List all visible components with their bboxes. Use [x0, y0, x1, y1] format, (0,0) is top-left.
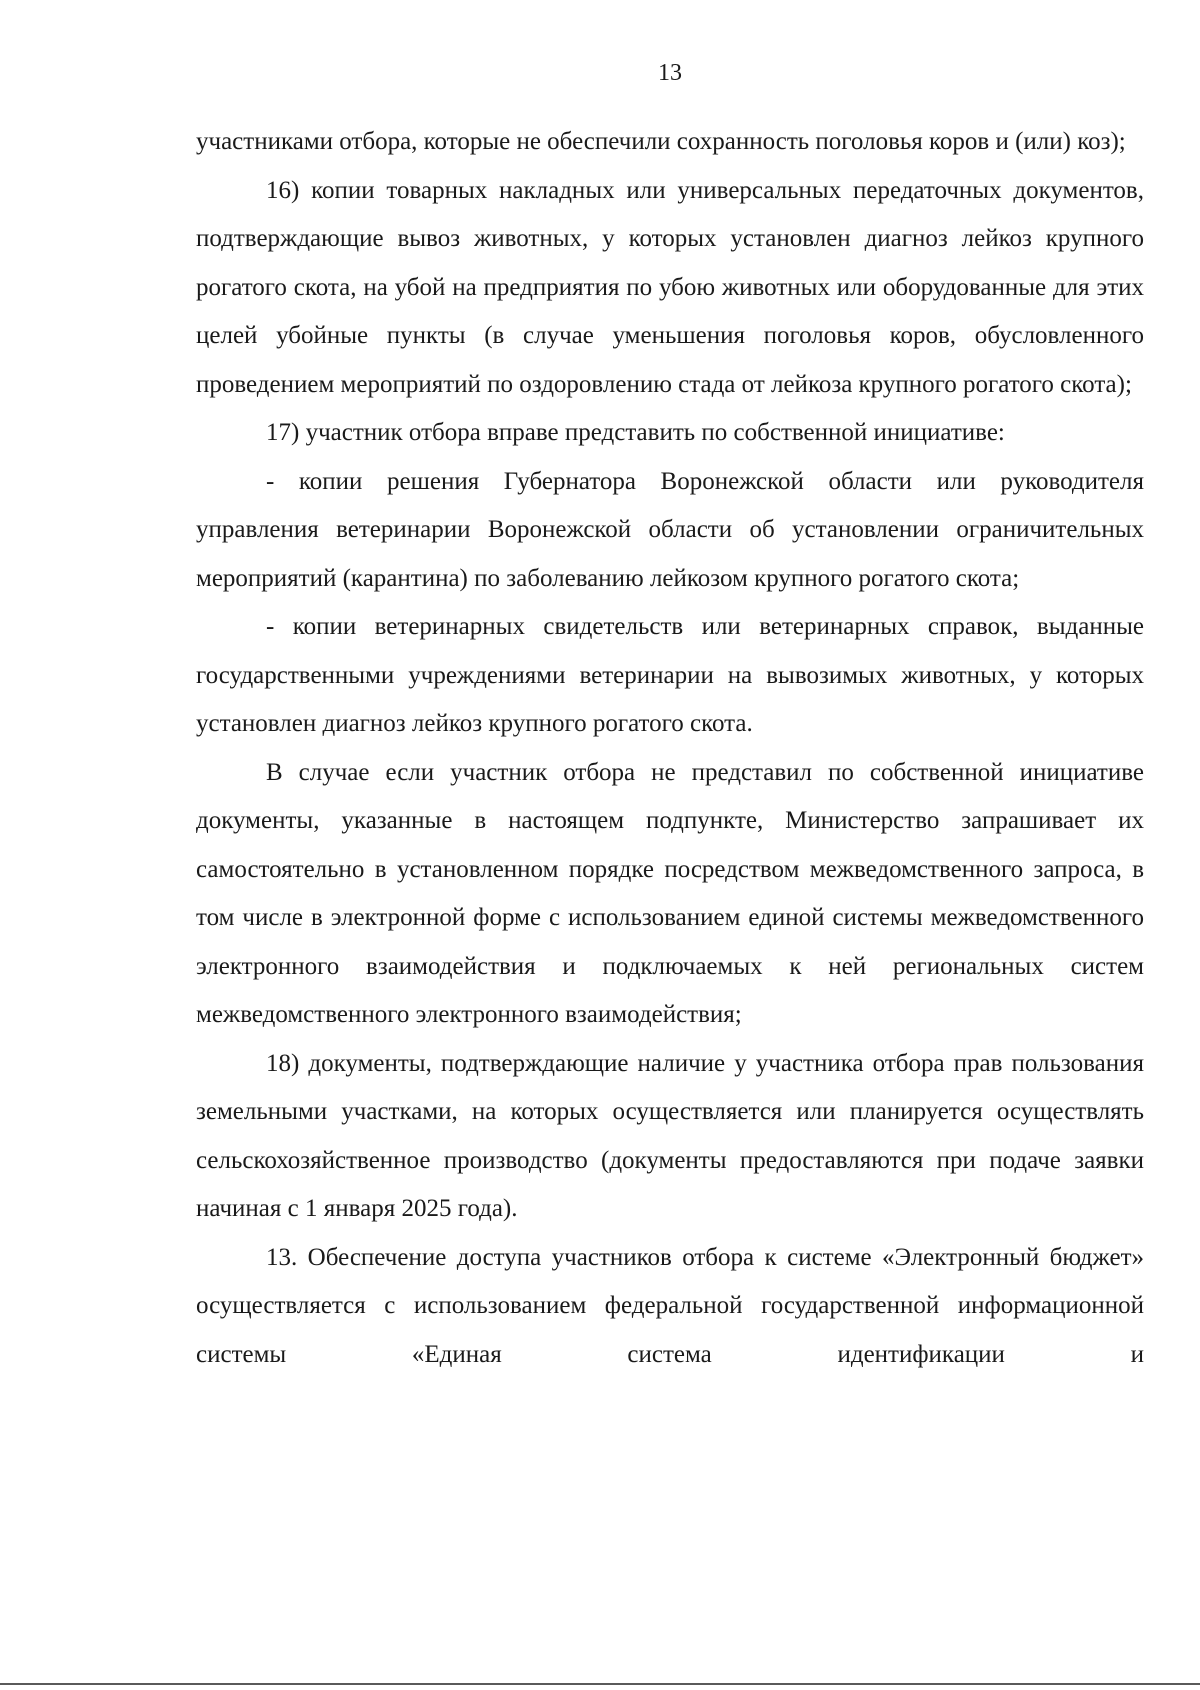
page-number: 13 [658, 60, 682, 86]
paragraph-item-16: 16) копии товарных накладных или универсальных передаточных документов, подтверждающие вывоз животных, у которых установлен диагноз лейкоз крупного рогатого скота, на убой на предприятия по убою животных или оборудованные для этих целей убойные пункты (в случае уменьшения поголовья коров, обусловленного проведением мероприятий по оздоровлению стада от лейкоза крупного рогатого скота); [196, 176, 1144, 398]
paragraph-item-18: 18) документы, подтверждающие наличие у участника отбора прав пользования земельными участками, на которых осуществляется или планируется осуществлять сельскохозяйственное производство (документы предоставляются при подаче заявки начиная с 1 января 2025 года). [196, 1049, 1144, 1222]
bottom-edge-line [0, 1683, 1200, 1685]
paragraph-section-13: 13. Обеспечение доступа участников отбора к системе «Электронный бюджет» осуществляется с использованием федеральной государственной информационной системы «Единая система идентификации и [196, 1243, 1144, 1368]
paragraph-item-17-bullet-2: - копии ветеринарных свидетельств или ветеринарных справок, выданные государственными учреждениями ветеринарии на вывозимых животных, у которых установлен диагноз лейкоз крупного рогатого скота. [196, 613, 1144, 737]
paragraph-item-17-bullet-1: - копии решения Губернатора Воронежской области или руководителя управления ветеринарии Воронежской области об установлении ограничительных мероприятий (карантина) по заболеванию лейкозом крупного рогатого скота; [196, 467, 1144, 592]
paragraph-item-17: 17) участник отбора вправе представить по собственной инициативе: [266, 419, 1005, 446]
paragraph-continuation: участниками отбора, которые не обеспечили сохранность поголовья коров и (или) коз); [196, 128, 1126, 155]
document-body [196, 118, 1144, 1379]
paragraph-interagency-request: В случае если участник отбора не представил по собственной инициативе документы, указанные в настоящем подпункте, Министерство запрашивает их самостоятельно в установленном порядке посредством межведомственного запроса, в том числе в электронной форме с использованием единой системы межведомственного электронного взаимодействия и подключаемых к ней региональных систем межведомственного электронного взаимодействия; [196, 758, 1144, 1028]
